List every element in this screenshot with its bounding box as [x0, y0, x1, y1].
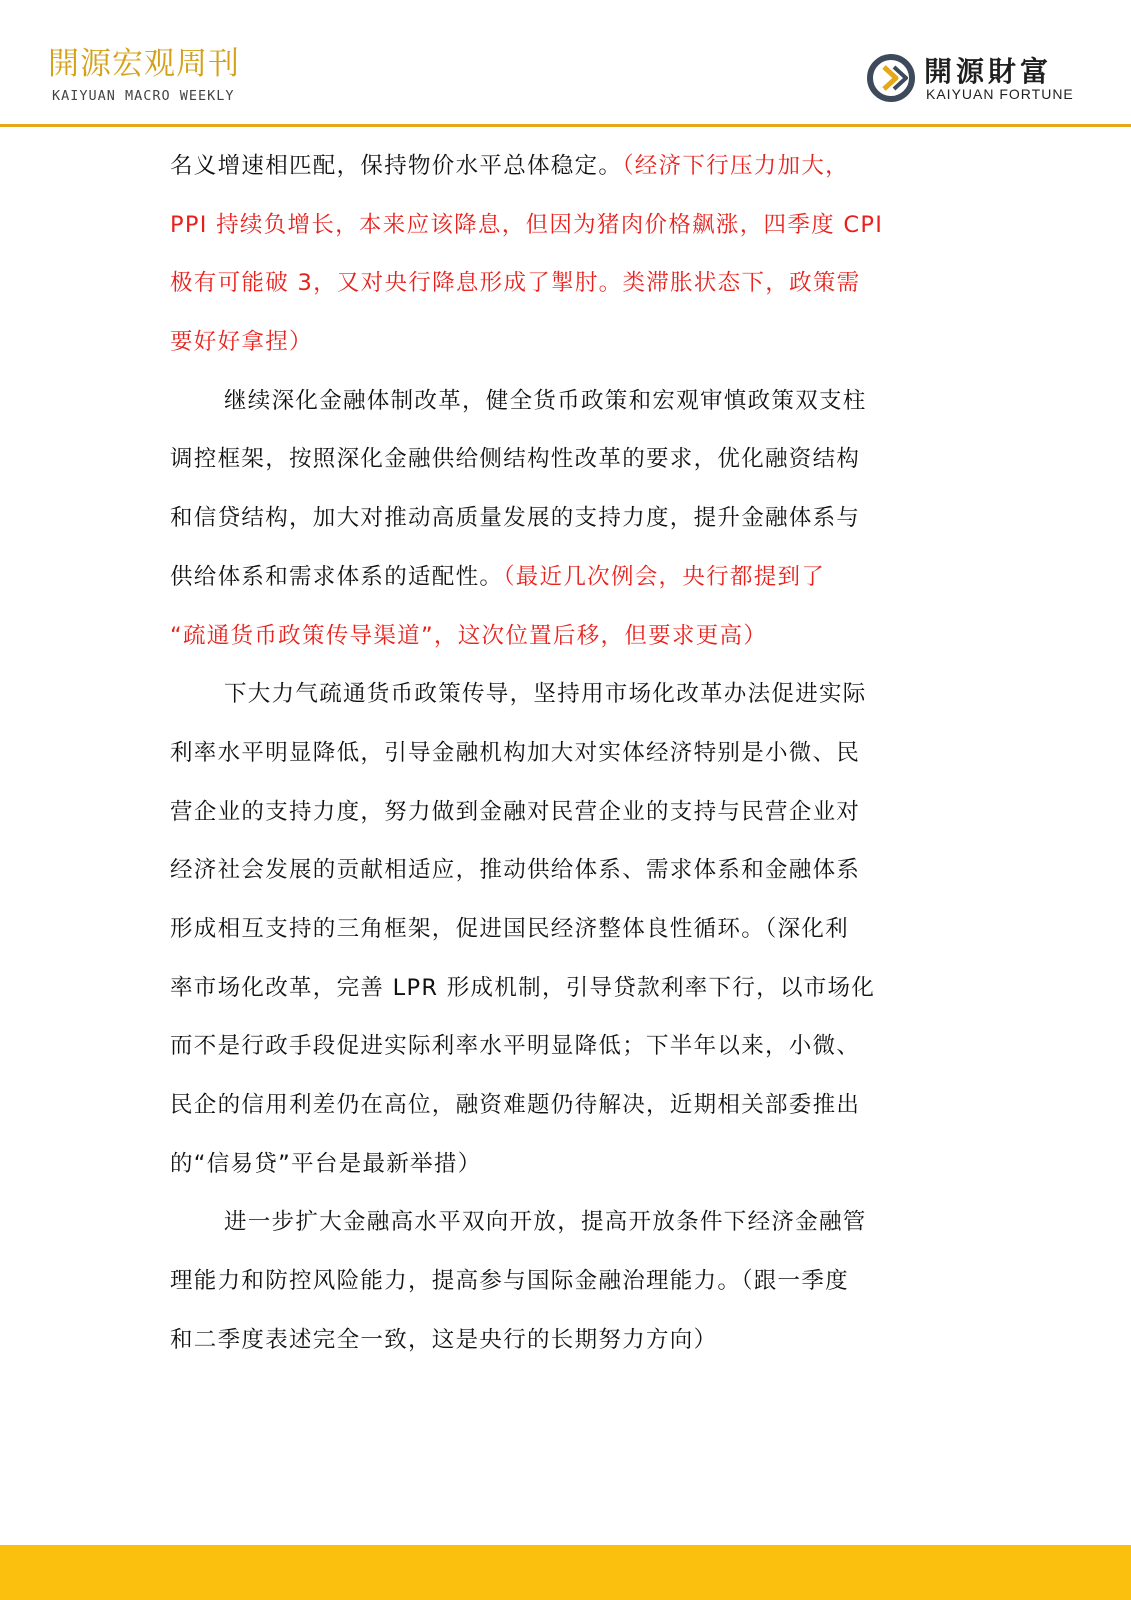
text-line: 供给体系和需求体系的适配性。（最近几次例会，央行都提到了 [170, 563, 826, 590]
text-line: 形成相互支持的三角框架，促进国民经济整体良性循环。（深化利 [170, 915, 849, 942]
kaiyuan-logo-icon [866, 53, 916, 103]
text-line: 调控框架，按照深化金融供给侧结构性改革的要求，优化融资结构 [170, 446, 861, 473]
text-line: 利率水平明显降低，引导金融机构加大对实体经济特别是小微、民 [170, 739, 861, 766]
annotation: 极有可能破 3，又对央行降息形成了掣肘。类滞胀状态下，政策需 [170, 270, 861, 297]
annotation: （最近几次例会，央行都提到了 [503, 563, 826, 590]
text-line: 和信贷结构，加大对推动高质量发展的支持力度，提升金融体系与 [170, 505, 861, 532]
text-line: 和二季度表述完全一致，这是央行的长期努力方向） [170, 1326, 718, 1353]
annotation: PPI 持续负增长，本来应该降息，但因为猪肉价格飙涨，四季度 CPI [170, 211, 884, 238]
annotation: 要好好拿捏） [170, 329, 313, 356]
logo-english-name: KAIYUAN FORTUNE [926, 86, 1074, 102]
annotation: （经济下行压力加大， [622, 153, 849, 179]
logo-chinese-name: 開源財富 [924, 55, 1053, 88]
text-line: 的“信易贷”平台是最新举措） [170, 1150, 482, 1177]
header-divider [0, 124, 1131, 127]
page-header [0, 0, 1131, 126]
text-line [170, 607, 960, 666]
annotation: “疏通货币政策传导渠道”，这次位置后移，但要求更高） [170, 622, 768, 649]
text-line: 民企的信用利差仍在高位，融资难题仍待解决，近期相关部委推出 [170, 1092, 861, 1118]
body-text [170, 137, 960, 1369]
text-line: 理能力和防控风险能力，提高参与国际金融治理能力。（跟一季度 [170, 1268, 849, 1295]
text-line: 经济社会发展的贡献相适应，推动供给体系、需求体系和金融体系 [170, 857, 861, 884]
text-line [170, 254, 960, 313]
text-line [170, 196, 960, 255]
paragraph-start: 继续深化金融体制改革，健全货币政策和宏观审慎政策双支柱 [224, 387, 867, 414]
text-line [170, 313, 960, 372]
footer-bar [0, 1545, 1131, 1600]
text-line: 率市场化改革，完善 LPR 形成机制，引导贷款利率下行，以市场化 [170, 974, 876, 1001]
text-line: 名义增速相匹配，保持物价水平总体稳定。（经济下行压力加大， [170, 153, 849, 179]
publication-title: 開源宏观周刊 [48, 46, 240, 82]
company-logo [866, 50, 1088, 106]
text-line: 营企业的支持力度，努力做到金融对民营企业的支持与民营企业对 [170, 798, 861, 825]
paragraph-start: 进一步扩大金融高水平双向开放，提高开放条件下经济金融管 [224, 1209, 867, 1236]
publication-subtitle: KAIYUAN MACRO WEEKLY [52, 88, 235, 104]
text-line: 而不是行政手段促进实际利率水平明显降低；下半年以来，小微、 [170, 1033, 861, 1060]
paragraph-start: 下大力气疏通货币政策传导，坚持用市场化改革办法促进实际 [224, 681, 867, 708]
